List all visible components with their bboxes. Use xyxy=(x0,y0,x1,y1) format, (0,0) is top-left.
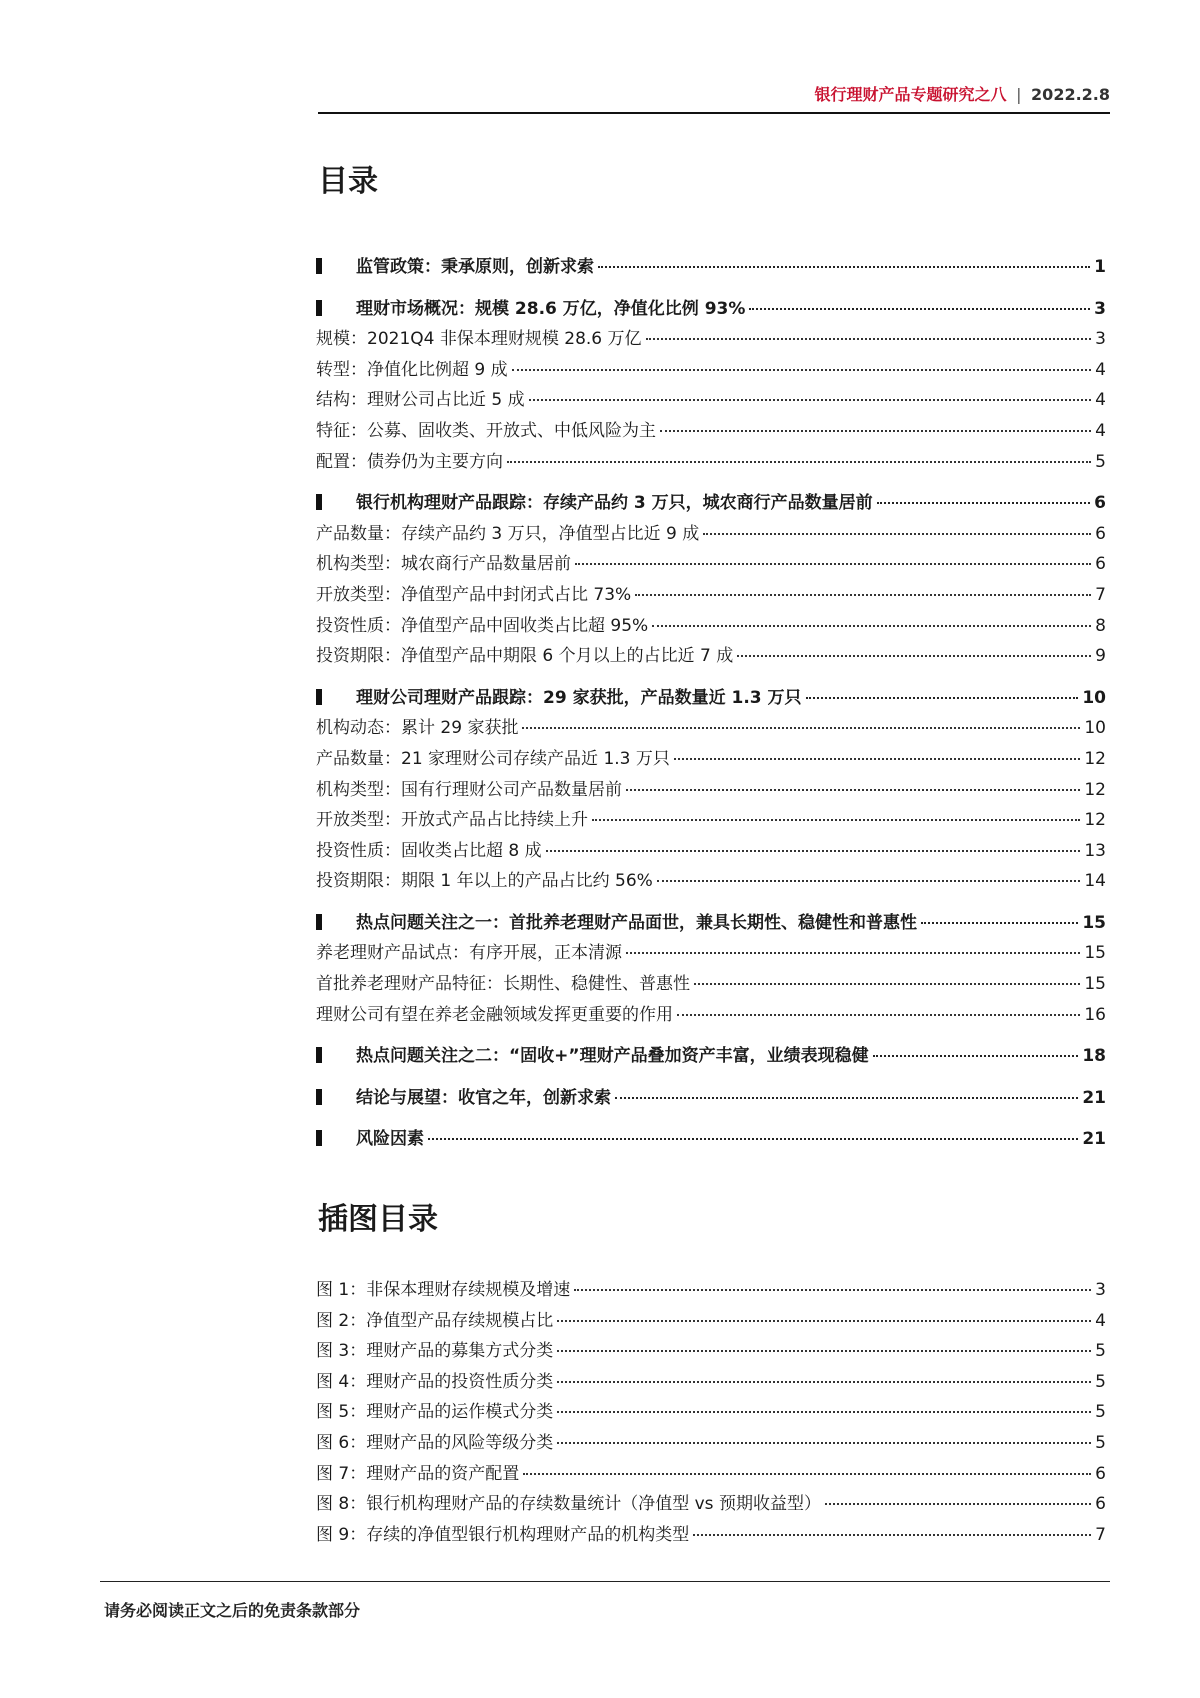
footer-disclaimer: 请务必阅读正文之后的免责条款部分 xyxy=(104,1601,361,1620)
entry-title: 图 7：理财产品的资产配置 xyxy=(316,1463,520,1484)
entry-title: 图 8：银行机构理财产品的存续数量统计（净值型 vs 预期收益型） xyxy=(316,1494,821,1515)
toc-subsection-entry[interactable] xyxy=(316,447,1106,478)
dot-leader xyxy=(677,1014,1080,1016)
toc-section-entry[interactable] xyxy=(316,294,1106,325)
page-number: 10 xyxy=(1082,687,1106,708)
page-number: 13 xyxy=(1084,840,1106,861)
entry-title: 监管政策：秉承原则，创新求索 xyxy=(356,257,594,277)
page-number: 6 xyxy=(1094,493,1106,514)
dot-leader xyxy=(694,983,1080,985)
figure-entry[interactable] xyxy=(316,1520,1106,1551)
dot-leader xyxy=(877,502,1090,504)
page-number: 3 xyxy=(1095,329,1106,350)
figure-entry[interactable] xyxy=(316,1428,1106,1459)
figure-entry[interactable] xyxy=(316,1459,1106,1490)
page-number: 3 xyxy=(1094,298,1106,319)
dot-leader xyxy=(615,1097,1078,1099)
entry-title: 图 2：净值型产品存续规模占比 xyxy=(316,1310,554,1331)
dot-leader xyxy=(749,308,1090,310)
dot-leader xyxy=(522,727,1080,729)
toc-section-entry[interactable] xyxy=(316,252,1106,283)
figures-heading: 插图目录 xyxy=(318,1202,438,1237)
page-number: 5 xyxy=(1095,1341,1106,1362)
page-number: 12 xyxy=(1084,779,1106,800)
entry-title: 图 1：非保本理财存续规模及增速 xyxy=(316,1280,571,1300)
report-series-title: 银行理财产品专题研究之八 xyxy=(814,85,1007,104)
entry-title: 理财公司理财产品跟踪：29 家获批，产品数量近 1.3 万只 xyxy=(356,687,802,708)
footer-divider xyxy=(100,1581,1110,1582)
entry-title: 投资性质：固收类占比超 8 成 xyxy=(316,840,542,861)
entry-title: 结构：理财公司占比近 5 成 xyxy=(316,390,525,411)
page-number: 10 xyxy=(1084,718,1106,739)
section-bullet-icon xyxy=(316,1047,322,1063)
dot-leader xyxy=(523,1473,1091,1475)
dot-leader xyxy=(626,952,1080,954)
dot-leader xyxy=(557,1411,1091,1413)
figure-entry[interactable] xyxy=(316,1397,1106,1428)
page-number: 16 xyxy=(1084,1004,1106,1025)
entry-title: 机构类型：国有行理财公司产品数量居前 xyxy=(316,779,622,800)
toc-subsection-entry[interactable] xyxy=(316,611,1106,642)
toc-subsection-entry[interactable] xyxy=(316,775,1106,806)
entry-title: 图 5：理财产品的运作模式分类 xyxy=(316,1402,554,1423)
page-number: 6 xyxy=(1095,1463,1106,1484)
page-number: 5 xyxy=(1095,1371,1106,1392)
entry-title: 图 6：理财产品的风险等级分类 xyxy=(316,1432,554,1453)
entry-title: 机构动态：累计 29 家获批 xyxy=(316,718,519,739)
dot-leader xyxy=(635,594,1091,596)
dot-leader xyxy=(574,1289,1091,1291)
toc-subsection-entry[interactable] xyxy=(316,641,1106,672)
dot-leader xyxy=(737,655,1091,657)
page-number: 5 xyxy=(1095,451,1106,472)
page-number: 6 xyxy=(1095,554,1106,575)
figure-entry[interactable] xyxy=(316,1306,1106,1337)
dot-leader xyxy=(693,1534,1091,1536)
toc-subsection-entry[interactable] xyxy=(316,549,1106,580)
entry-title: 理财公司有望在养老金融领域发挥更重要的作用 xyxy=(316,1004,673,1025)
list-of-figures xyxy=(316,1275,1106,1550)
page-number: 4 xyxy=(1095,1310,1106,1331)
entry-title: 机构类型：城农商行产品数量居前 xyxy=(316,554,571,575)
section-bullet-icon xyxy=(316,300,322,316)
toc-section-entry[interactable] xyxy=(316,1083,1106,1114)
page-header xyxy=(318,82,1110,112)
toc-subsection-entry[interactable] xyxy=(316,744,1106,775)
page-number: 8 xyxy=(1095,615,1106,636)
entry-title: 投资期限：期限 1 年以上的产品占比约 56% xyxy=(316,871,653,892)
toc-section-entry[interactable] xyxy=(316,1124,1106,1155)
toc-section-entry[interactable] xyxy=(316,908,1106,939)
page-number: 5 xyxy=(1095,1402,1106,1423)
dot-leader xyxy=(512,369,1092,371)
entry-title: 养老理财产品试点：有序开展，正本清源 xyxy=(316,943,622,964)
page-number: 18 xyxy=(1082,1046,1106,1067)
header-separator: | xyxy=(1016,85,1022,104)
page-number: 6 xyxy=(1095,1494,1106,1515)
entry-title: 风险因素 xyxy=(356,1129,424,1150)
dot-leader xyxy=(921,922,1078,924)
report-date: 2022.2.8 xyxy=(1031,85,1110,104)
table-of-contents xyxy=(316,252,1106,1155)
section-bullet-icon xyxy=(316,914,322,930)
entry-title: 图 9：存续的净值型银行机构理财产品的机构类型 xyxy=(316,1524,690,1545)
dot-leader xyxy=(529,399,1092,401)
dot-leader xyxy=(557,1350,1091,1352)
entry-title: 开放类型：净值型产品中封闭式占比 73% xyxy=(316,584,632,605)
dot-leader xyxy=(575,563,1091,565)
dot-leader xyxy=(657,880,1081,882)
toc-subsection-entry[interactable] xyxy=(316,355,1106,386)
toc-subsection-entry[interactable] xyxy=(316,713,1106,744)
toc-subsection-entry[interactable] xyxy=(316,324,1106,355)
toc-section-entry[interactable] xyxy=(316,683,1106,714)
page-number: 14 xyxy=(1084,871,1106,892)
figure-entry[interactable] xyxy=(316,1336,1106,1367)
toc-subsection-entry[interactable] xyxy=(316,836,1106,867)
dot-leader xyxy=(873,1055,1079,1057)
toc-subsection-entry[interactable] xyxy=(316,1000,1106,1031)
entry-title: 银行机构理财产品跟踪：存续产品约 3 万只，城农商行产品数量居前 xyxy=(356,493,873,514)
toc-heading: 目录 xyxy=(318,164,378,199)
toc-subsection-entry[interactable] xyxy=(316,385,1106,416)
dot-leader xyxy=(557,1442,1091,1444)
section-bullet-icon xyxy=(316,494,322,510)
page-number: 12 xyxy=(1084,810,1106,831)
header-divider xyxy=(318,112,1110,114)
dot-leader xyxy=(825,1503,1091,1505)
page-number: 4 xyxy=(1095,420,1106,441)
section-bullet-icon xyxy=(316,689,322,705)
section-bullet-icon xyxy=(316,258,322,274)
toc-subsection-entry[interactable] xyxy=(316,805,1106,836)
entry-title: 热点问题关注之二：“固收+”理财产品叠加资产丰富，业绩表现稳健 xyxy=(356,1046,869,1067)
dot-leader xyxy=(592,819,1080,821)
figure-entry[interactable] xyxy=(316,1367,1106,1398)
page-number: 4 xyxy=(1095,390,1106,411)
section-bullet-icon xyxy=(316,1089,322,1105)
dot-leader xyxy=(546,850,1081,852)
entry-title: 首批养老理财产品特征：长期性、稳健性、普惠性 xyxy=(316,974,690,995)
page-number: 9 xyxy=(1095,646,1106,667)
entry-title: 特征：公募、固收类、开放式、中低风险为主 xyxy=(316,420,656,441)
figure-entry[interactable] xyxy=(316,1489,1106,1520)
toc-subsection-entry[interactable] xyxy=(316,416,1106,447)
toc-subsection-entry[interactable] xyxy=(316,580,1106,611)
page-number: 7 xyxy=(1095,584,1106,605)
entry-title: 产品数量：21 家理财公司存续产品近 1.3 万只 xyxy=(316,748,670,769)
entry-title: 产品数量：存续产品约 3 万只，净值型占比近 9 成 xyxy=(316,523,700,544)
page-number: 5 xyxy=(1095,1432,1106,1453)
dot-leader xyxy=(674,758,1080,760)
dot-leader xyxy=(557,1381,1091,1383)
toc-section-entry[interactable] xyxy=(316,488,1106,519)
entry-title: 图 4：理财产品的投资性质分类 xyxy=(316,1371,554,1392)
entry-title: 开放类型：开放式产品占比持续上升 xyxy=(316,810,588,831)
page-number: 7 xyxy=(1095,1524,1106,1545)
page-number: 12 xyxy=(1084,748,1106,769)
section-bullet-icon xyxy=(316,1130,322,1146)
dot-leader xyxy=(428,1138,1078,1140)
page-number: 15 xyxy=(1084,943,1106,964)
dot-leader xyxy=(507,461,1091,463)
page-number: 21 xyxy=(1082,1087,1106,1108)
page-number: 3 xyxy=(1095,1280,1106,1300)
toc-subsection-entry[interactable] xyxy=(316,938,1106,969)
entry-title: 结论与展望：收官之年，创新求索 xyxy=(356,1087,611,1108)
dot-leader xyxy=(703,533,1091,535)
dot-leader xyxy=(660,430,1091,432)
entry-title: 投资期限：净值型产品中期限 6 个月以上的占比近 7 成 xyxy=(316,646,734,667)
entry-title: 热点问题关注之一：首批养老理财产品面世，兼具长期性、稳健性和普惠性 xyxy=(356,912,917,933)
dot-leader xyxy=(806,697,1079,699)
page-number: 1 xyxy=(1094,257,1106,277)
dot-leader xyxy=(598,266,1090,268)
entry-title: 配置：债券仍为主要方向 xyxy=(316,451,503,472)
figure-entry[interactable] xyxy=(316,1275,1106,1306)
entry-title: 投资性质：净值型产品中固收类占比超 95% xyxy=(316,615,649,636)
entry-title: 理财市场概况：规模 28.6 万亿，净值化比例 93% xyxy=(356,298,746,319)
dot-leader xyxy=(646,338,1092,340)
toc-subsection-entry[interactable] xyxy=(316,866,1106,897)
toc-subsection-entry[interactable] xyxy=(316,519,1106,550)
page-number: 21 xyxy=(1082,1129,1106,1150)
page-number: 4 xyxy=(1095,359,1106,380)
dot-leader xyxy=(557,1320,1091,1322)
dot-leader xyxy=(652,625,1091,627)
toc-section-entry[interactable] xyxy=(316,1041,1106,1072)
entry-title: 图 3：理财产品的募集方式分类 xyxy=(316,1341,554,1362)
dot-leader xyxy=(626,789,1080,791)
toc-subsection-entry[interactable] xyxy=(316,969,1106,1000)
entry-title: 规模：2021Q4 非保本理财规模 28.6 万亿 xyxy=(316,329,642,350)
entry-title: 转型：净值化比例超 9 成 xyxy=(316,359,508,380)
page-number: 6 xyxy=(1095,523,1106,544)
page-number: 15 xyxy=(1082,912,1106,933)
page-number: 15 xyxy=(1084,974,1106,995)
